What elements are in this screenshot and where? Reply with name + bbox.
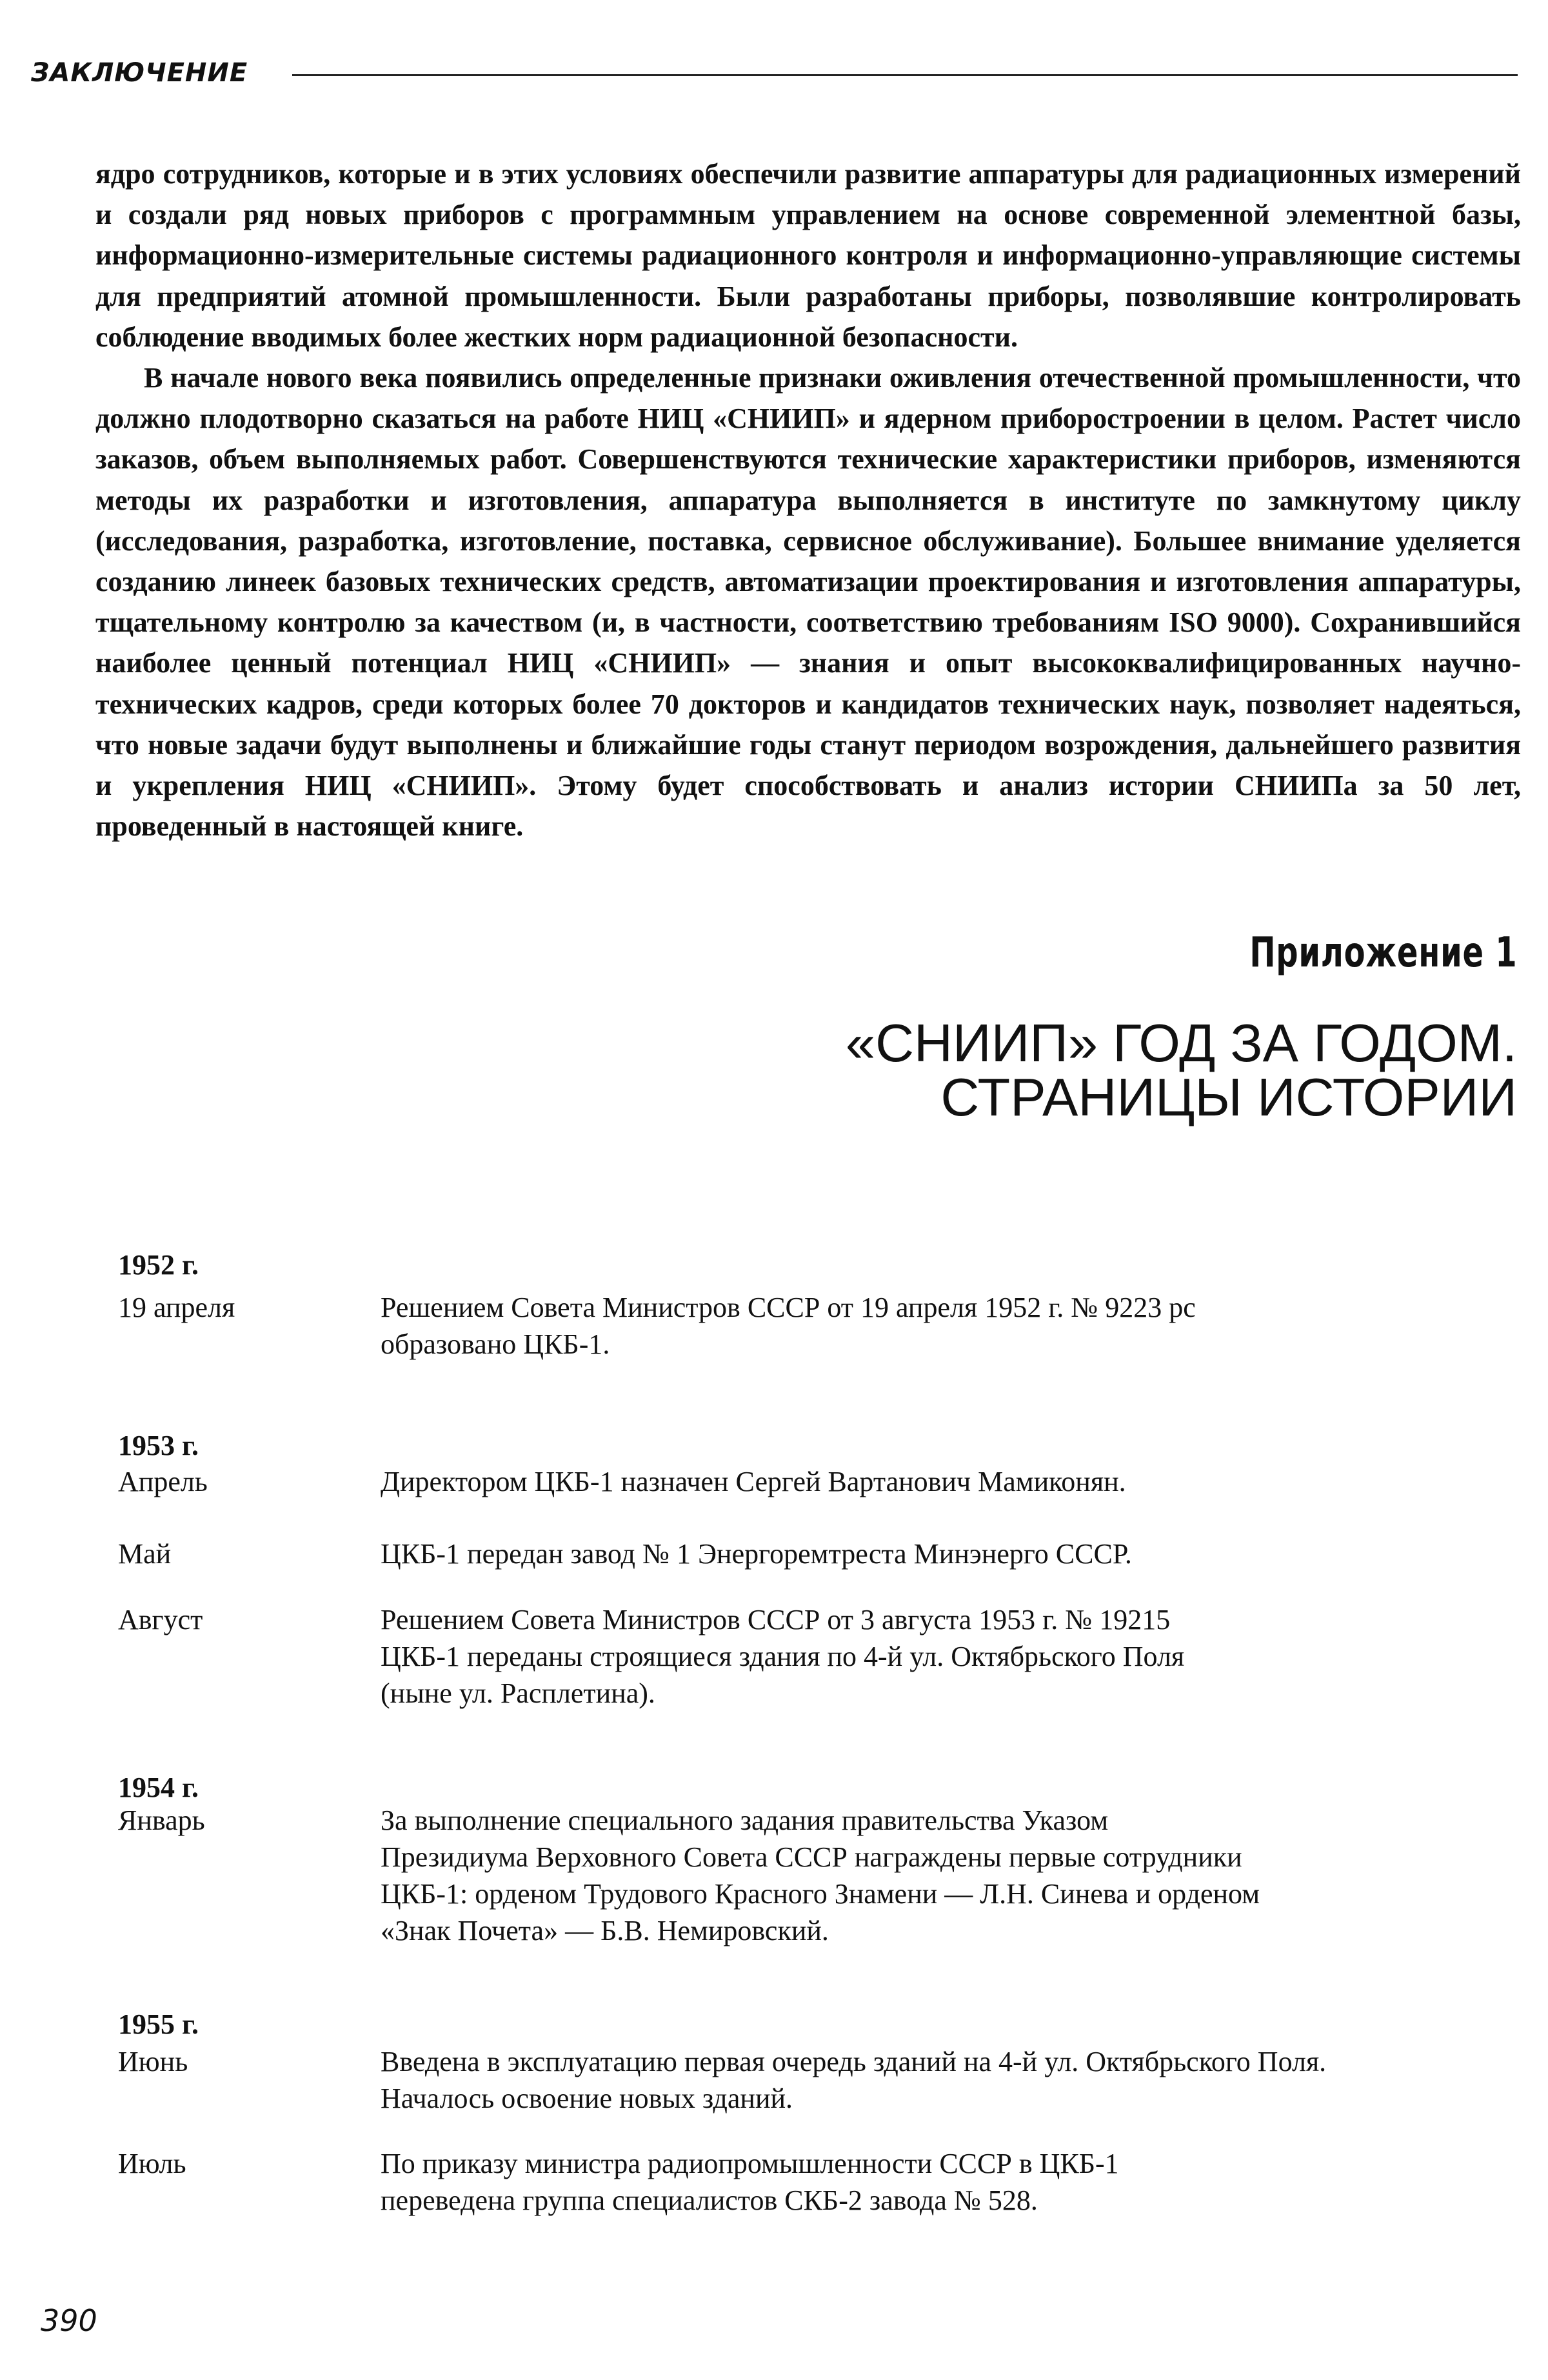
running-header-title: ЗАКЛЮЧЕНИЕ bbox=[31, 58, 248, 88]
entry-date: Июнь bbox=[118, 2046, 188, 2077]
entry-text-line: ЦКБ-1: орденом Трудового Красного Знамени — Л.Н. Синева и орденом bbox=[381, 1878, 1260, 1910]
year-heading-1954: 1954 г. bbox=[118, 1772, 199, 1803]
entry-text-line: образовано ЦКБ-1. bbox=[381, 1328, 610, 1360]
entry-text-line: «Знак Почета» — Б.В. Немировский. bbox=[381, 1915, 829, 1946]
entry-text-line: (ныне ул. Расплетина). bbox=[381, 1677, 655, 1709]
entry-text-line: ЦКБ-1 переданы строящиеся здания по 4-й ул. Октябрьского Поля bbox=[381, 1641, 1185, 1672]
entry-text-line: Директором ЦКБ-1 назначен Сергей Вартанович Мамиконян. bbox=[381, 1466, 1126, 1497]
conclusion-paragraph-2: В начале нового века появились определенные признаки оживления отечественной промышленности, что должно плодотворно сказаться на работе НИЦ «СНИИП» и ядерном приборостроении в целом. Растет число заказов, объем выполняемых работ. Совершенствуются технические характеристики приборов, изменяются методы их разработки и изготовления, аппаратура выполняется в институте по замкнутому циклу (исследования, разработка, изготовление, поставка, сервисное обслуживание). Большее внимание уделяется созданию линеек базовых технических средств, автоматизации проектирования и изготовления аппаратуры, тщательному контролю за качеством (и, в частности, соответствию требованиям ISO 9000). Сохранившийся наиболее ценный потенциал НИЦ «СНИИП» — знания и опыт высококвалифицированных научно-технических кадров, среди которых более 70 докторов и кандидатов технических наук, позволяет надеяться, что новые задачи будут выполнены и ближайшие годы станут периодом возрождения, дальнейшего развития и укрепления НИЦ «СНИИП». Этому будет способствовать и анализ истории СНИИПа за 50 лет, проведенный в настоящей книге. bbox=[95, 362, 1521, 843]
entry-text-line: ЦКБ-1 передан завод № 1 Энергоремтреста Минэнерго СССР. bbox=[381, 1538, 1132, 1570]
entry-text-line: За выполнение специального задания правительства Указом bbox=[381, 1805, 1109, 1836]
appendix-title-line-2: СТРАНИЦЫ ИСТОРИИ bbox=[940, 1067, 1517, 1127]
entry-text-line: Решением Совета Министров СССР от 3 августа 1953 г. № 19215 bbox=[381, 1604, 1171, 1635]
entry-text-line: переведена группа специалистов СКБ-2 завода № 528. bbox=[381, 2185, 1038, 2216]
entry-date: Июль bbox=[118, 2148, 186, 2179]
entry-date: Август bbox=[118, 1604, 203, 1635]
conclusion-paragraph-1: ядро сотрудников, которые и в этих условиях обеспечили развитие аппаратуры для радиационных измерений и создали ряд новых приборов с программным управлением на основе современной элементной базы, информационно-измерительные системы радиационного контроля и информационно-управляющие системы для предприятий атомной промышленности. Были разработаны приборы, позволявшие контролировать соблюдение вводимых более жестких норм радиационной безопасности. bbox=[95, 158, 1521, 353]
appendix-label: Приложение 1 bbox=[1249, 929, 1517, 977]
entry-date: Апрель bbox=[118, 1466, 208, 1497]
appendix-title-line-1: «СНИИП» ГОД ЗА ГОДОМ. bbox=[845, 1013, 1517, 1073]
entry-text-line: Началось освоение новых зданий. bbox=[381, 2083, 793, 2114]
year-heading-1955: 1955 г. bbox=[118, 2008, 199, 2040]
page-number: 390 bbox=[41, 2303, 97, 2338]
entry-text bbox=[381, 1289, 1529, 1363]
entry-text bbox=[381, 1802, 1529, 1949]
entry-date: Январь bbox=[118, 1805, 205, 1836]
year-heading-1953: 1953 г. bbox=[118, 1430, 199, 1461]
year-heading-1952: 1952 г. bbox=[118, 1249, 199, 1281]
entry-text-line: Введена в эксплуатацию первая очередь зданий на 4-й ул. Октябрьского Поля. bbox=[381, 2046, 1327, 2077]
entry-text-line: Решением Совета Министров СССР от 19 апреля 1952 г. № 9223 рс bbox=[381, 1292, 1196, 1323]
entry-date: Май bbox=[118, 1538, 172, 1570]
entry-text bbox=[381, 2043, 1529, 2117]
entry-text bbox=[381, 1463, 1529, 1500]
entry-date: 19 апреля bbox=[118, 1292, 235, 1323]
entry-text-line: По приказу министра радиопромышленности СССР в ЦКБ-1 bbox=[381, 2148, 1119, 2179]
entry-text bbox=[381, 2145, 1529, 2219]
entry-text bbox=[381, 1535, 1529, 1572]
entry-text-line: Президиума Верховного Совета СССР награждены первые сотрудники bbox=[381, 1841, 1242, 1873]
entry-text bbox=[381, 1601, 1529, 1712]
